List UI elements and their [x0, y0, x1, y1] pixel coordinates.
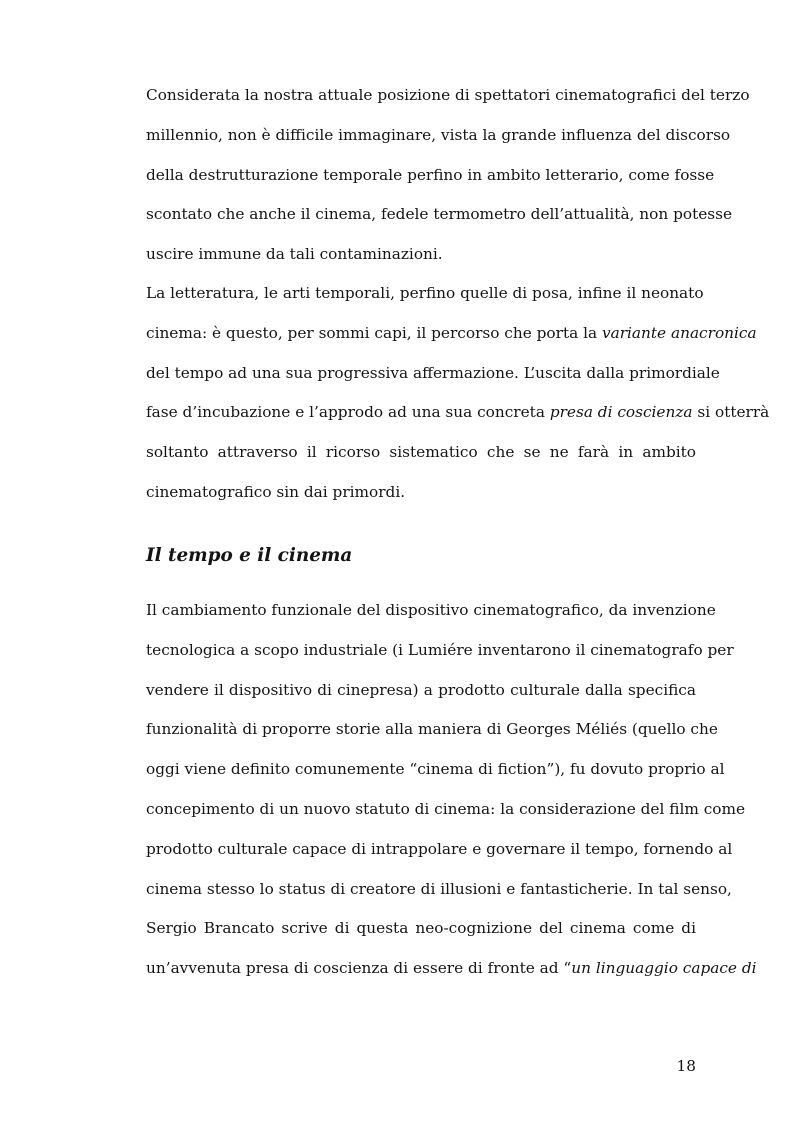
text-line	[146, 949, 757, 989]
text-segment: cinema: è questo, per sommi capi, il percorso che porta la	[146, 323, 602, 342]
text-line	[146, 314, 757, 354]
text-line	[146, 671, 696, 711]
text-line	[146, 116, 731, 156]
text-segment: del tempo ad una sua progressiva affermazione. L’uscita dalla primordiale	[146, 363, 720, 382]
text-line	[146, 354, 720, 394]
text-line	[146, 750, 725, 790]
text-line	[146, 156, 715, 196]
text-segment: fase d’incubazione e l’approdo ad una sua concreta	[146, 403, 550, 422]
text-line	[146, 393, 770, 433]
text-line	[146, 909, 696, 949]
text-segment: uscire immune da tali contaminazioni.	[146, 245, 443, 264]
italic-text: presa di coscienza	[549, 403, 693, 422]
text-line	[146, 473, 696, 513]
text-segment: scontato che anche il cinema, fedele termometro dell’attualità, non potesse	[146, 205, 733, 224]
paragraph-3	[146, 591, 757, 989]
text-segment: millennio, non è difficile immaginare, vista la grande influenza del discorso	[146, 125, 731, 144]
text-segment: funzionalità di proporre storie alla maniera di Georges Méliés (quello che	[146, 720, 718, 739]
text-line	[146, 631, 734, 671]
text-segment: tecnologica a scopo industriale (i Lumiére inventarono il cinematografo per	[146, 640, 734, 659]
paragraph-1	[146, 76, 750, 275]
text-line	[146, 591, 716, 631]
text-segment: cinema stesso lo status di creatore di illusioni e fantasticherie. In tal senso,	[146, 879, 732, 898]
text-line	[146, 76, 750, 116]
section-heading: Il tempo e il cinema	[146, 545, 353, 566]
text-segment: soltanto attraverso il ricorso sistematico che se ne farà in ambito	[146, 443, 696, 462]
paragraph-2	[146, 274, 770, 513]
text-segment: concepimento di un nuovo statuto di cinema: la considerazione del film come	[146, 799, 746, 818]
text-segment: oggi viene definito comunemente “cinema di fiction”), fu dovuto proprio al	[146, 760, 725, 779]
text-segment: vendere il dispositivo di cinepresa) a prodotto culturale dalla specifica	[146, 680, 696, 699]
page-number: 18	[676, 1057, 696, 1075]
text-segment: della destrutturazione temporale perfino in ambito letterario, come fosse	[146, 165, 715, 184]
italic-text: variante anacronica	[601, 323, 757, 342]
text-line	[146, 870, 732, 910]
text-segment: si otterrà	[692, 403, 770, 422]
text-segment: un’avvenuta presa di coscienza di essere di fronte ad “	[146, 959, 572, 978]
text-line	[146, 235, 696, 275]
text-line	[146, 710, 718, 750]
text-segment: prodotto culturale capace di intrappolare e governare il tempo, fornendo al	[146, 839, 733, 858]
text-segment: cinematografico sin dai primordi.	[146, 482, 406, 501]
text-segment: Considerata la nostra attuale posizione di spettatori cinematografici del terzo	[146, 86, 750, 104]
text-segment: Sergio Brancato scrive di questa neo-cognizione del cinema come di	[146, 919, 696, 938]
text-line	[146, 274, 704, 314]
text-segment: Il cambiamento funzionale del dispositivo cinematografico, da invenzione	[146, 601, 716, 619]
italic-text: un linguaggio capace di	[571, 959, 757, 978]
text-line	[146, 195, 733, 235]
text-line	[146, 790, 746, 830]
text-line	[146, 830, 733, 870]
text-line	[146, 433, 696, 473]
text-segment: La letteratura, le arti temporali, perfino quelle di posa, infine il neonato	[146, 284, 704, 302]
